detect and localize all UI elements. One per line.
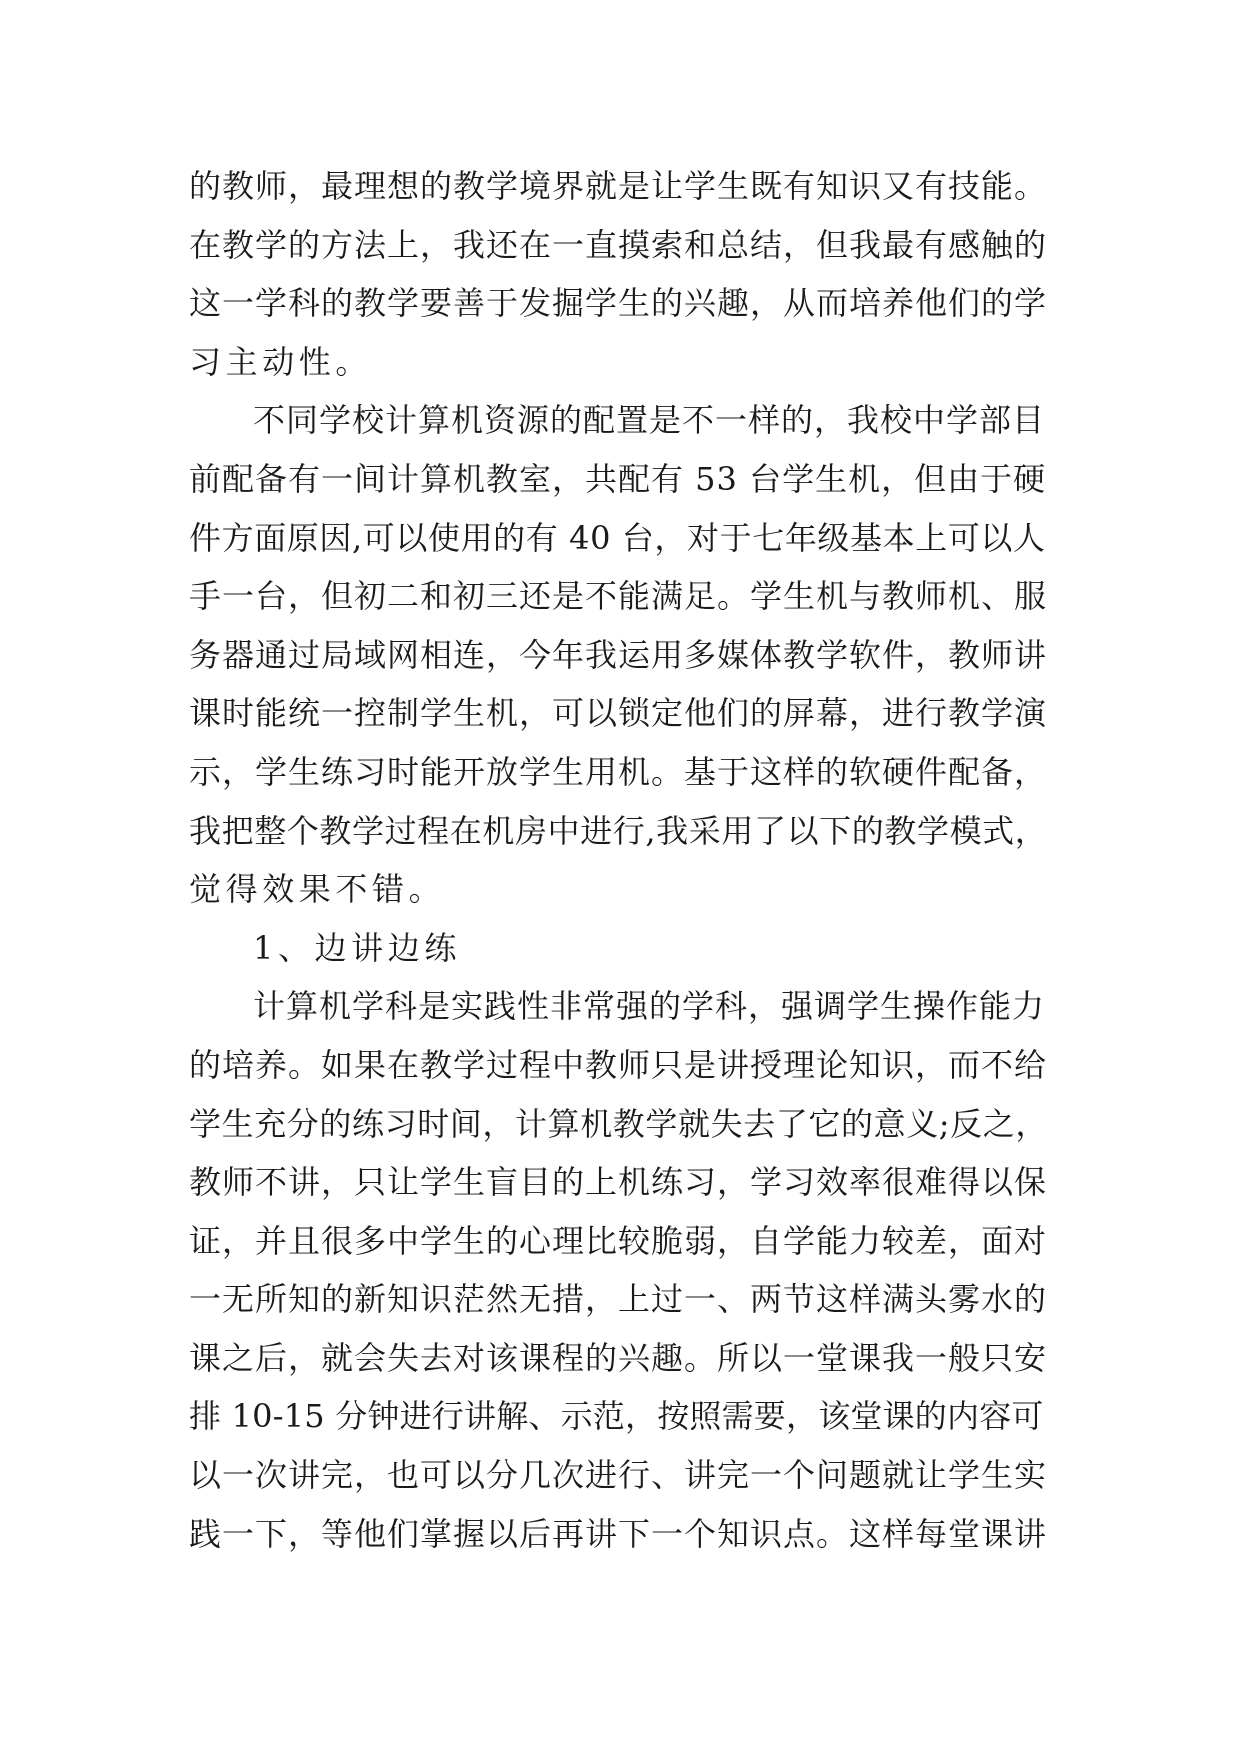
text-line: 1、边讲边练 <box>253 928 461 967</box>
text-line: 的教师，最理想的教学境界就是让学生既有知识又有技能。 <box>189 167 1048 205</box>
text-line: 觉得效果不错。 <box>189 870 446 909</box>
text-line: 排 10-15 分钟进行讲解、示范，按照需要，该堂课的内容可 <box>189 1397 1044 1436</box>
text-line: 手一台，但初二和初三还是不能满足。学生机与教师机、服 <box>189 577 1048 616</box>
text-line: 示，学生练习时能开放学生用机。基于这样的软硬件配备， <box>189 752 1048 791</box>
text-line: 以一次讲完，也可以分几次进行、讲完一个问题就让学生实 <box>189 1456 1048 1495</box>
text-line: 在教学的方法上，我还在一直摸索和总结，但我最有感触的 <box>189 225 1048 264</box>
text-line: 习主动性。 <box>189 342 373 381</box>
text-line: 的培养。如果在教学过程中教师只是讲授理论知识，而不给 <box>189 1045 1048 1084</box>
text-line: 前配备有一间计算机教室，共配有 53 台学生机，但由于硬 <box>189 459 1047 498</box>
text-line: 我把整个教学过程在机房中进行,我采用了以下的教学模式， <box>189 811 1048 850</box>
text-line: 这一学科的教学要善于发掘学生的兴趣，从而培养他们的学 <box>189 284 1048 323</box>
text-line: 务器通过局域网相连，今年我运用多媒体教学软件，教师讲 <box>189 635 1048 674</box>
text-line: 证，并且很多中学生的心理比较脆弱，自学能力较差，面对 <box>189 1221 1048 1260</box>
text-line: 件方面原因,可以使用的有 40 台，对于七年级基本上可以人 <box>189 518 1046 557</box>
text-line: 学生充分的练习时间，计算机教学就失去了它的意义;反之， <box>189 1104 1048 1143</box>
text-line: 践一下，等他们掌握以后再讲下一个知识点。这样每堂课讲 <box>189 1514 1048 1553</box>
text-line: 计算机学科是实践性非常强的学科，强调学生操作能力 <box>253 987 1046 1026</box>
text-line: 不同学校计算机资源的配置是不一样的，我校中学部目 <box>253 401 1046 440</box>
text-line: 课时能统一控制学生机，可以锁定他们的屏幕，进行教学演 <box>189 694 1048 733</box>
text-line: 教师不讲，只让学生盲目的上机练习，学习效率很难得以保 <box>189 1163 1048 1202</box>
text-line: 一无所知的新知识茫然无措，上过一、两节这样满头雾水的 <box>189 1280 1048 1319</box>
body-text <box>189 157 1049 1563</box>
text-line: 课之后，就会失去对该课程的兴趣。所以一堂课我一般只安 <box>189 1338 1048 1377</box>
